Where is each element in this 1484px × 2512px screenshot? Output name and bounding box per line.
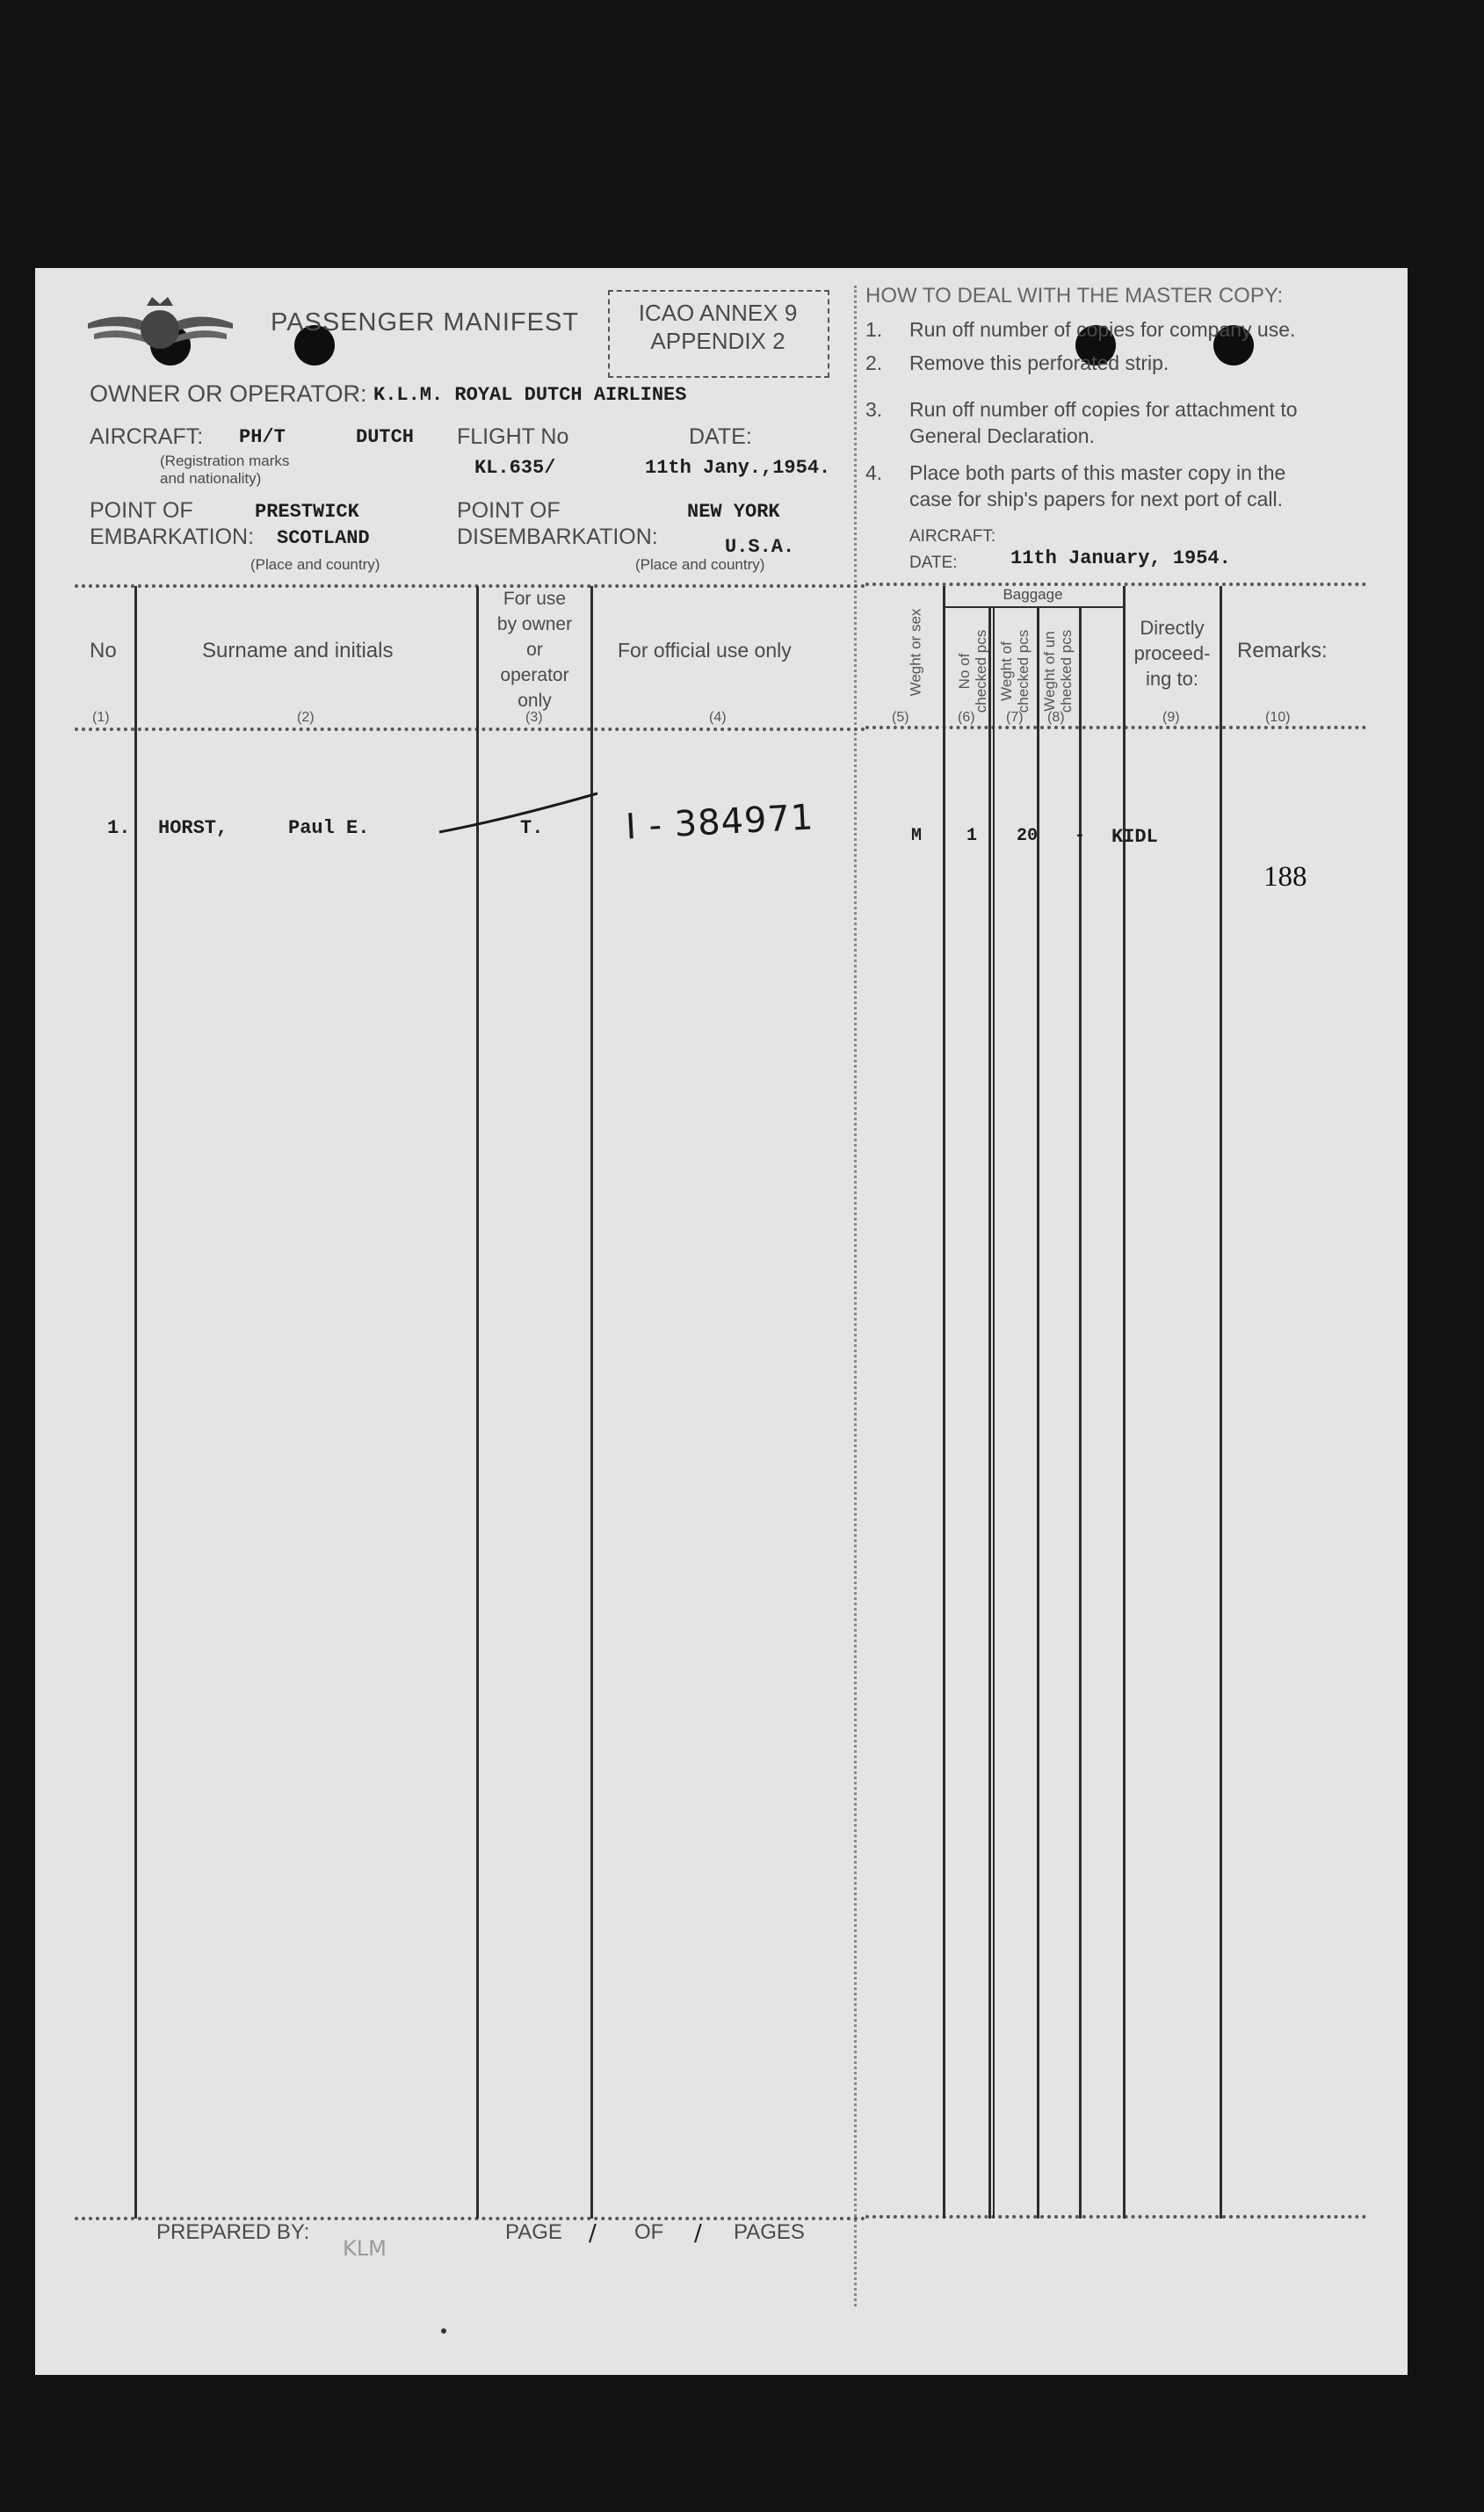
page-value: / — [589, 2220, 597, 2247]
instruction-text: General Declaration. — [909, 424, 1095, 447]
instruction-num: 2. — [865, 351, 883, 374]
embarkation-value: SCOTLAND — [277, 527, 370, 549]
column-divider — [943, 586, 945, 2219]
page-label: PAGE — [505, 2220, 562, 2244]
owner-value: K.L.M. ROYAL DUTCH AIRLINES — [373, 384, 687, 406]
prepared-by-label: PREPARED BY: — [156, 2220, 310, 2244]
page-title: PASSENGER MANIFEST — [271, 308, 580, 337]
column-number: (3) — [525, 710, 543, 725]
table-header-rule — [865, 726, 1366, 729]
disembarkation-label: POINT OF — [457, 498, 561, 523]
column-divider — [1220, 586, 1222, 2219]
page-number: 188 — [1263, 861, 1307, 893]
aircraft-registration: PH/T — [239, 426, 286, 448]
column-header-no: No — [90, 639, 117, 662]
disembarkation-value: U.S.A. — [725, 536, 795, 558]
passenger-surname: HORST, — [158, 817, 228, 839]
icao-appendix-label: APPENDIX 2 — [650, 328, 785, 354]
icao-annex-label: ICAO ANNEX 9 — [638, 300, 798, 326]
manifest-sheet — [35, 268, 1408, 2375]
prepared-by-value: KLM — [343, 2236, 387, 2261]
instruction-text: Run off number off copies for attachment to — [909, 398, 1298, 421]
of-label: OF — [634, 2220, 664, 2244]
embarkation-label: POINT OF — [90, 498, 193, 523]
aircraft-note: and nationality) — [160, 470, 262, 487]
copy-aircraft-label: AIRCRAFT: — [909, 527, 996, 546]
column-header-weight-checked: Weght of checked pcs — [998, 629, 1032, 713]
passenger-sex: M — [911, 826, 923, 846]
instruction-text: Remove this perforated strip. — [909, 351, 1169, 374]
perforation-line — [854, 286, 857, 2306]
embarkation-label: EMBARKATION: — [90, 525, 255, 549]
column-header-official: For official use only — [618, 639, 792, 662]
column-divider — [1037, 606, 1039, 2219]
column-header-remarks: Remarks: — [1237, 639, 1328, 662]
handwritten-stroke — [435, 786, 602, 839]
passenger-no: 1. — [107, 817, 131, 839]
aircraft-note: (Registration marks — [160, 452, 290, 469]
date-value: 11th Jany.,1954. — [645, 457, 831, 479]
column-number: (9) — [1162, 710, 1180, 725]
flight-value: KL.635/ — [474, 457, 556, 479]
column-header-operator: For use by owner or operator only — [496, 589, 573, 711]
passenger-destination: KIDL — [1111, 826, 1158, 848]
column-divider — [993, 606, 995, 2219]
instruction-text: Place both parts of this master copy in the — [909, 461, 1286, 484]
date-label: DATE: — [689, 424, 752, 449]
column-number: (10) — [1265, 710, 1291, 725]
of-value: / — [694, 2220, 702, 2247]
owner-label: OWNER OR OPERATOR: — [90, 380, 367, 407]
embarkation-value: PRESTWICK — [255, 501, 359, 523]
passenger-weight-checked: 20 — [1017, 826, 1039, 846]
pages-label: PAGES — [734, 2220, 805, 2244]
klm-winged-logo-icon — [83, 290, 237, 369]
instruction-text: Run off number of copies for company use. — [909, 318, 1296, 341]
copy-date-value: 11th January, 1954. — [1010, 547, 1231, 569]
table-header-rule — [75, 728, 865, 731]
passenger-initials: Paul E. — [288, 817, 370, 839]
table-top-rule — [75, 584, 865, 588]
instruction-num: 1. — [865, 318, 883, 341]
aircraft-nationality: DUTCH — [356, 426, 415, 448]
column-header-weight-unchecked: Weght of un checked pcs — [1041, 629, 1075, 713]
instruction-text: case for ship's papers for next port of call. — [909, 488, 1283, 510]
passenger-weight-unchecked: - — [1075, 826, 1086, 846]
column-number: (6) — [958, 710, 975, 725]
passenger-operator-code: T. — [520, 817, 544, 839]
column-number: (7) — [1006, 710, 1024, 725]
place-note: (Place and country) — [635, 556, 765, 573]
disembarkation-label: DISEMBARKATION: — [457, 525, 658, 549]
disembarkation-value: NEW YORK — [687, 501, 780, 523]
place-note: (Place and country) — [250, 556, 380, 573]
copy-date-label: DATE: — [909, 554, 958, 572]
instructions-title: HOW TO DEAL WITH THE MASTER COPY: — [865, 284, 1284, 308]
flight-label: FLIGHT No — [457, 424, 569, 449]
column-number: (4) — [709, 710, 727, 725]
passenger-official-number: I - 384971 — [624, 797, 815, 848]
column-header-checked-pcs: No of checked pcs — [956, 629, 989, 713]
column-divider — [1079, 606, 1082, 2219]
column-number: (5) — [892, 710, 909, 725]
column-number: (1) — [92, 710, 110, 725]
column-header-proceeding: Directly proceed- ing to: — [1133, 617, 1211, 690]
aircraft-label: AIRCRAFT: — [90, 424, 204, 449]
instruction-num: 4. — [865, 461, 883, 484]
ink-dot — [441, 2328, 446, 2334]
column-number: (2) — [297, 710, 315, 725]
column-header-surname: Surname and initials — [202, 639, 394, 662]
baggage-header-rule — [943, 606, 1123, 608]
baggage-header: Baggage — [1003, 586, 1063, 603]
table-bottom-rule — [865, 2215, 1366, 2219]
instruction-num: 3. — [865, 398, 883, 421]
column-divider — [134, 586, 137, 2219]
column-number: (8) — [1047, 710, 1065, 725]
column-divider — [988, 606, 991, 2219]
passenger-checked-pcs: 1 — [966, 826, 978, 846]
column-header-weight-sex: Weght or sex — [907, 608, 924, 697]
